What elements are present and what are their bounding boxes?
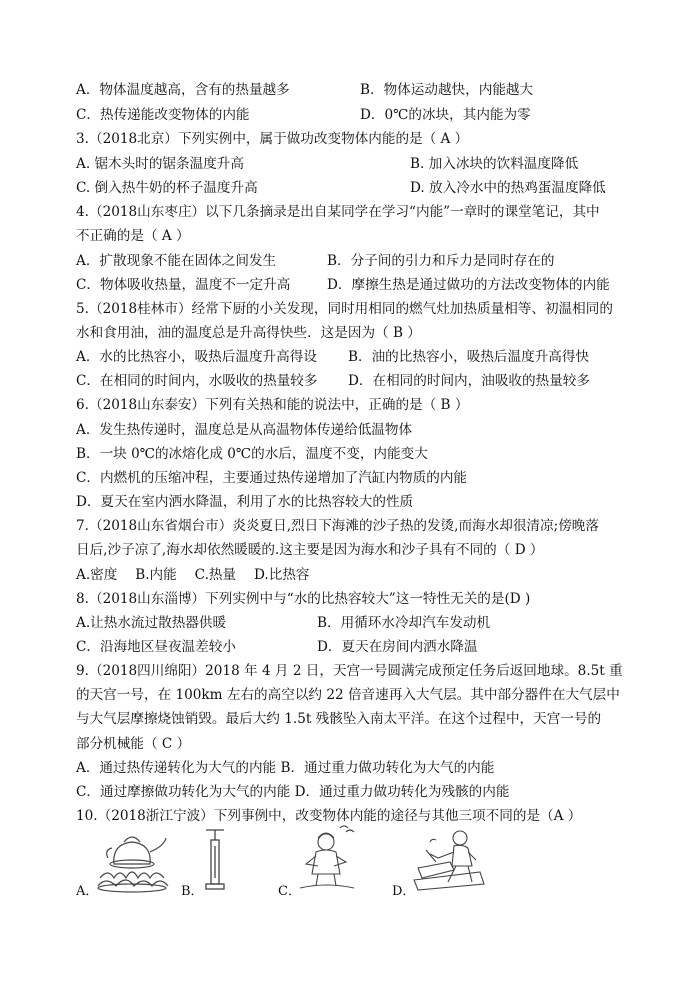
q4-option-b: B．分子间的引力和斥力是同时存在的 [327,253,555,269]
q3-option-b: B. 加入冰块的饮料温度降低 [410,156,579,172]
q10-label-c: C． [278,884,301,899]
q9-stem-cont-1: 的天宫一号，在 100km 左右的高空以约 22 倍音速再入大气层。其中部分器件在大气层中 [76,687,620,703]
q3-option-c: C. 倒入热牛奶的杯子温度升高 [76,180,258,196]
air-pump-illustration [200,826,230,892]
q9-options-cd: C．通过摩擦做功转化为大气的内能 D．通过重力做功转化为残骸的内能 [76,784,510,800]
q5-option-d: D．在相同的时间内，油吸收的热量较多 [348,373,590,389]
q9-options-ab: A．通过热传递转化为大气的内能 B．通过重力做功转化为大气的内能 [76,760,495,776]
q10-label-a: A． [76,884,99,899]
q8-option-a: A.让热水流过散热器供暖 [76,615,227,631]
q8-option-d: D．夏天在房间内洒水降温 [317,639,478,655]
q4-stem-cont: 不正确的是（ A ） [76,228,190,244]
q8-option-b: B．用循环水冷却汽车发动机 [317,615,491,631]
q5-option-a: A．水的比热容小，吸热后温度升高得设 [76,349,317,365]
q3-option-a: A. 锯木头时的锯条温度升高 [76,156,244,172]
q9-stem-cont-3: 部分机械能（ C ） [76,736,191,752]
q2-option-d: D．0℃的冰块，其内能为零 [360,107,531,123]
person-warming-illustration [296,822,358,892]
q6-option-d: D．夏天在室内洒水降温，利用了水的比热容较大的性质 [76,494,414,510]
q2-option-b: B．物体运动越快，内能越大 [360,82,534,98]
q6-option-c: C．内燃机的压缩冲程，主要通过热传递增加了汽缸内物质的内能 [76,470,468,486]
q4-option-d: D．摩擦生热是通过做功的方法改变物体的内能 [327,277,610,293]
q9-stem: 9.（2018四川绵阳）2018 年 4 月 2 日，天宫一号圆满完成预定任务后返回地球。8.5t 重 [76,663,623,679]
q4-option-c: C．物体吸收热量，温度不一定升高 [76,277,291,293]
q5-stem: 5.（2018桂林市）经常下厨的小关发现，同时用相同的燃气灶加热质量相等、初温相同的 [76,301,613,317]
q2-option-c: C．热传递能改变物体的内能 [76,107,250,123]
q10-label-b: B． [181,884,204,899]
q10-label-d: D． [392,884,416,899]
q10-stem: 10.（2018浙江宁波）下列事例中，改变物体内能的途径与其他三项不同的是（A ） [76,808,582,824]
q4-stem: 4.（2018山东枣庄）以下几条摘录是出自某同学在学习“内能”一章时的课堂笔记，其中 [76,204,600,220]
q4-option-a: A．扩散现象不能在固体之间发生 [76,253,277,269]
q5-option-b: B．油的比热容小，吸热后温度升高得快 [348,349,590,365]
q7-stem: 7.（2018山东省烟台市）炎炎夏日,烈日下海滩的沙子热的发烫,而海水却很清凉;傍晚落 [76,518,599,534]
q5-option-c: C．在相同的时间内，水吸收的热量较多 [76,373,318,389]
q3-stem: 3.（2018北京）下列实例中，属于做功改变物体内能的是（ A ） [76,131,469,147]
q3-option-d: D. 放入冷水中的热鸡蛋温度降低 [410,180,606,196]
sawing-wood-illustration [410,824,494,894]
q8-stem: 8.（2018山东淄博）下列实例中与“水的比热容较大”这一特性无关的是(D ) [76,591,531,607]
kettle-on-fire-illustration [92,828,174,894]
q8-option-c: C．沿海地区昼夜温差较小 [76,639,236,655]
q6-option-a: A．发生热传递时，温度总是从高温物体传递给低温物体 [76,422,413,438]
q7-stem-cont: 日后,沙子凉了,海水却依然暖暖的.这主要是因为海水和沙子具有不同的（ D ） [76,542,544,558]
q2-option-a: A．物体温度越高，含有的热量越多 [76,82,290,98]
q9-stem-cont-2: 与大气层摩擦烧蚀销毁。最后大约 1.5t 残骸坠入南太平洋。在这个过程中，天宫一号的 [76,711,602,727]
q7-options: A.密度 B.内能 C.热量 D.比热容 [76,567,310,583]
q5-stem-cont: 水和食用油，油的温度总是升高得快些．这是因为（ B ） [76,325,421,341]
q6-stem: 6.（2018山东泰安）下列有关热和能的说法中，正确的是（ B ） [76,397,469,413]
q6-option-b: B．一块 0℃的冰熔化成 0℃的水后，温度不变，内能变大 [76,446,428,462]
